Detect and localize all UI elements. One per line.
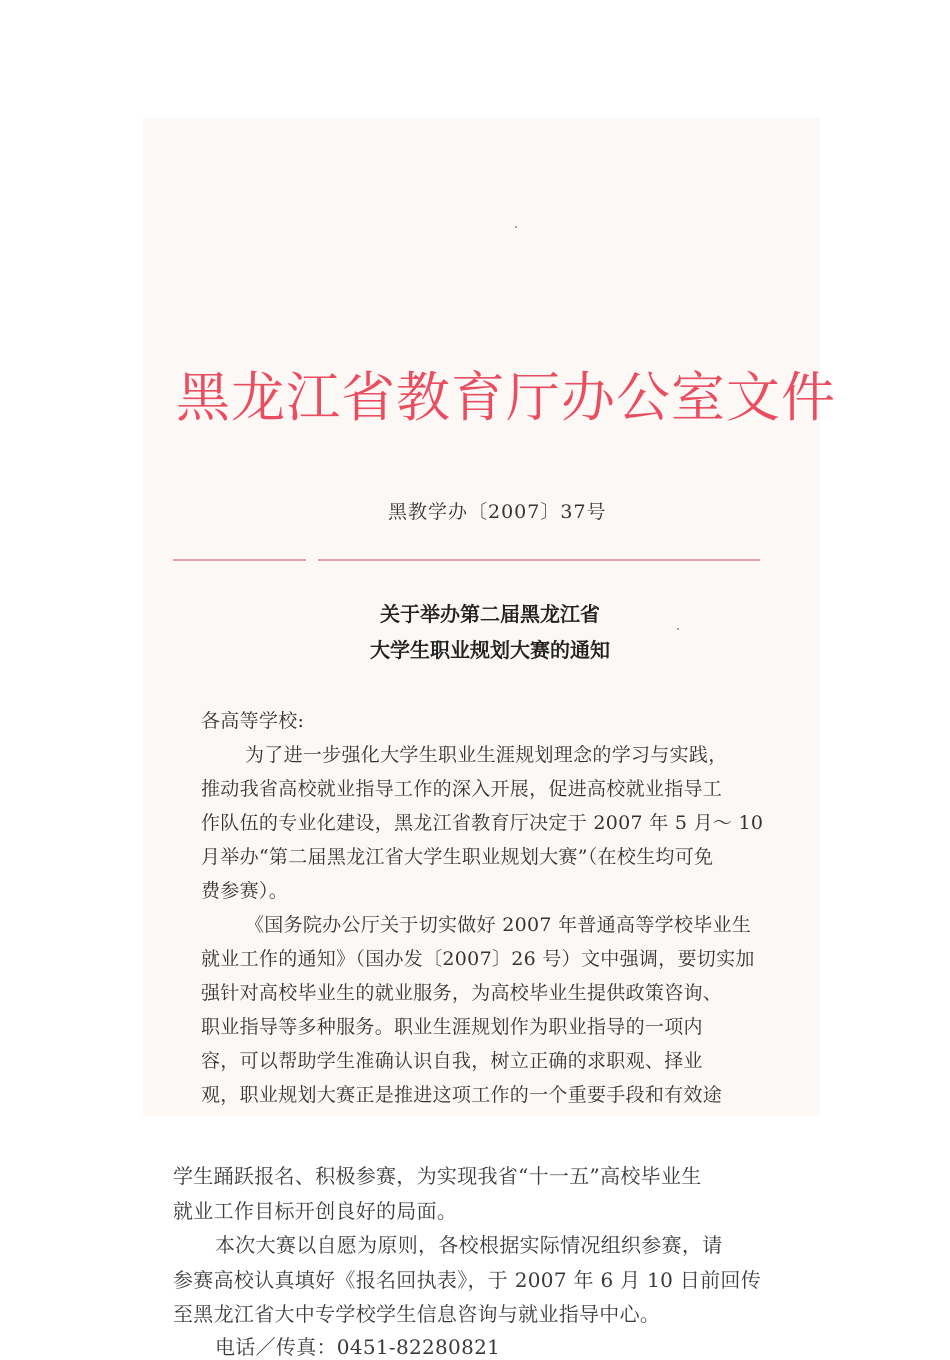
body-line: 推动我省高校就业指导工作的深入开展，促进高校就业指导工 <box>201 778 723 800</box>
agency-header-title: 黑龙江省教育厅办公室文件 <box>176 366 836 429</box>
page2-line: 学生踊跃报名、积极参赛，为实现我省“十一五”高校毕业生 <box>173 1164 702 1188</box>
body-line: 强针对高校毕业生的就业服务，为高校毕业生提供政策咨询、 <box>201 982 723 1004</box>
body-line: 作队伍的专业化建设，黑龙江省教育厅决定于 2007 年 5 月～ 10 <box>201 812 764 834</box>
body-line: 费参赛）。 <box>201 880 289 902</box>
body-line: 观，职业规划大赛正是推进这项工作的一个重要手段和有效途 <box>201 1084 723 1106</box>
red-divider-right <box>318 559 760 561</box>
body-line: 职业指导等多种服务。职业生涯规划作为职业指导的一项内 <box>201 1016 703 1038</box>
page2-line: 电话／传真：0451-82280821 <box>215 1335 501 1359</box>
page2-line: 至黑龙江省大中专学校学生信息咨询与就业指导中心。 <box>173 1302 661 1326</box>
scan-speck <box>515 226 517 228</box>
red-divider-left <box>173 559 306 561</box>
body-line: 月举办“第二届黑龙江省大学生职业规划大赛”（在校生均可免 <box>201 846 714 868</box>
notice-title-line2: 大学生职业规划大赛的通知 <box>370 638 610 662</box>
scan-speck <box>677 628 679 630</box>
document-number: 黑教学办〔2007〕37号 <box>388 501 607 523</box>
body-line: 容，可以帮助学生准确认识自我，树立正确的求职观、择业 <box>201 1050 703 1072</box>
page2-line: 就业工作目标开创良好的局面。 <box>173 1199 458 1223</box>
body-line: 《国务院办公厅关于切实做好 2007 年普通高等学校毕业生 <box>245 914 752 936</box>
page2-line: 参赛高校认真填好《报名回执表》，于 2007 年 6 月 10 日前回传 <box>173 1268 762 1292</box>
page2-line: 本次大赛以自愿为原则，各校根据实际情况组织参赛，请 <box>215 1233 723 1257</box>
notice-title-line1: 关于举办第二届黑龙江省 <box>380 602 600 626</box>
body-line: 为了进一步强化大学生职业生涯规划理念的学习与实践， <box>245 744 728 766</box>
body-line: 就业工作的通知》（国办发〔2007〕26 号）文中强调，要切实加 <box>201 948 755 970</box>
salutation: 各高等学校: <box>201 710 305 732</box>
